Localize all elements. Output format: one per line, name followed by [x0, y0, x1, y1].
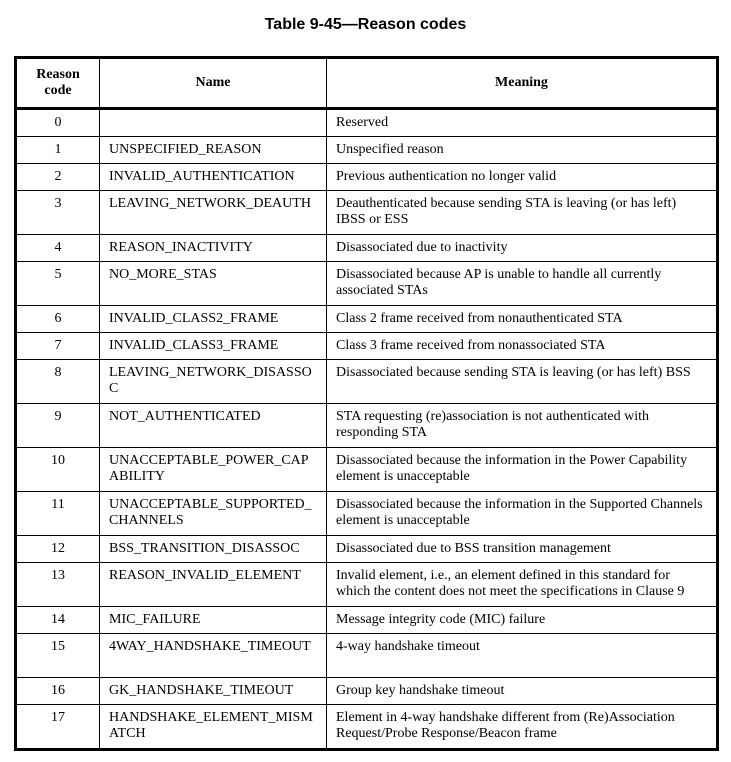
reason-meaning-cell: Disassociated because the information in the Power Capability element is unacceptable [327, 448, 718, 492]
reason-code-cell: 7 [16, 333, 100, 360]
reason-meaning-cell: Group key handshake timeout [327, 678, 718, 705]
reason-name-cell: NOT_AUTHENTICATED [100, 404, 327, 448]
reason-code-cell: 5 [16, 262, 100, 306]
reason-name-cell: INVALID_CLASS2_FRAME [100, 306, 327, 333]
reason-code-cell: 6 [16, 306, 100, 333]
reason-name-cell: UNACCEPTABLE_POWER_CAPABILITY [100, 448, 327, 492]
reason-name-cell: HANDSHAKE_ELEMENT_MISMATCH [100, 705, 327, 750]
reason-code-cell: 15 [16, 634, 100, 678]
reason-name-cell: NO_MORE_STAS [100, 262, 327, 306]
reason-meaning-cell: Message integrity code (MIC) failure [327, 607, 718, 634]
table-row [16, 705, 718, 750]
reason-meaning-cell: Class 3 frame received from nonassociated STA [327, 333, 718, 360]
table-row [16, 137, 718, 164]
table-title: Table 9-45—Reason codes [264, 16, 467, 33]
reason-name-cell: LEAVING_NETWORK_DEAUTH [100, 191, 327, 235]
table-header-row [16, 58, 718, 109]
header-reason-code-line2: code [44, 83, 72, 98]
reason-code-cell: 0 [16, 109, 100, 137]
header-reason-code-line1: Reason [36, 67, 80, 82]
reason-meaning-cell: Previous authentication no longer valid [327, 164, 718, 191]
table-row [16, 109, 718, 137]
reason-name-cell: LEAVING_NETWORK_DISASSOC [100, 360, 327, 404]
reason-name-cell: 4WAY_HANDSHAKE_TIMEOUT [100, 634, 327, 678]
table-row [16, 607, 718, 634]
reason-code-cell: 14 [16, 607, 100, 634]
table-row [16, 448, 718, 492]
reason-meaning-cell: Disassociated because sending STA is leaving (or has left) BSS [327, 360, 718, 404]
reason-code-cell: 13 [16, 563, 100, 607]
reason-meaning-cell: Class 2 frame received from nonauthenticated STA [327, 306, 718, 333]
table-row [16, 634, 718, 678]
table-row [16, 563, 718, 607]
table-row [16, 536, 718, 563]
reason-name-cell: GK_HANDSHAKE_TIMEOUT [100, 678, 327, 705]
table-row [16, 235, 718, 262]
reason-name-cell: INVALID_AUTHENTICATION [100, 164, 327, 191]
reason-code-cell: 3 [16, 191, 100, 235]
reason-code-cell: 9 [16, 404, 100, 448]
reason-code-cell: 11 [16, 492, 100, 536]
reason-name-cell: UNSPECIFIED_REASON [100, 137, 327, 164]
reason-meaning-cell: Disassociated because the information in the Supported Channels element is unacceptable [327, 492, 718, 536]
reason-name-cell [100, 109, 327, 137]
reason-code-cell: 2 [16, 164, 100, 191]
reason-code-cell: 8 [16, 360, 100, 404]
table-row [16, 678, 718, 705]
reason-name-cell: REASON_INVALID_ELEMENT [100, 563, 327, 607]
reason-name-cell: BSS_TRANSITION_DISASSOC [100, 536, 327, 563]
table-row [16, 306, 718, 333]
reason-code-cell: 1 [16, 137, 100, 164]
reason-meaning-cell: Invalid element, i.e., an element defined in this standard for which the content does not meet the specifications in Clause 9 [327, 563, 718, 607]
reason-name-cell: INVALID_CLASS3_FRAME [100, 333, 327, 360]
table-row [16, 404, 718, 448]
reason-meaning-cell: Disassociated because AP is unable to handle all currently associated STAs [327, 262, 718, 306]
reason-name-cell: UNACCEPTABLE_SUPPORTED_CHANNELS [100, 492, 327, 536]
reason-name-cell: REASON_INACTIVITY [100, 235, 327, 262]
reason-codes-table [14, 56, 719, 751]
table-row [16, 164, 718, 191]
reason-code-cell: 4 [16, 235, 100, 262]
reason-meaning-cell: 4-way handshake timeout [327, 634, 718, 678]
reason-code-cell: 16 [16, 678, 100, 705]
reason-code-cell: 17 [16, 705, 100, 750]
table-row [16, 191, 718, 235]
table-row [16, 360, 718, 404]
header-name: Name [100, 58, 327, 109]
reason-name-cell: MIC_FAILURE [100, 607, 327, 634]
reason-meaning-cell: Deauthenticated because sending STA is leaving (or has left) IBSS or ESS [327, 191, 718, 235]
reason-meaning-cell: Element in 4-way handshake different from (Re)Association Request/Probe Response/Beacon frame [327, 705, 718, 750]
reason-meaning-cell: Reserved [336, 115, 389, 130]
reason-code-cell: 10 [16, 448, 100, 492]
header-reason-code [16, 58, 100, 109]
header-meaning: Meaning [327, 58, 718, 109]
reason-meaning-cell: Disassociated due to inactivity [327, 235, 718, 262]
table-row [16, 262, 718, 306]
table-row [16, 333, 718, 360]
table-row [16, 492, 718, 536]
reason-code-cell: 12 [16, 536, 100, 563]
reason-meaning-cell: STA requesting (re)association is not authenticated with responding STA [327, 404, 718, 448]
reason-meaning-cell: Unspecified reason [327, 137, 718, 164]
reason-meaning-cell: Disassociated due to BSS transition management [327, 536, 718, 563]
